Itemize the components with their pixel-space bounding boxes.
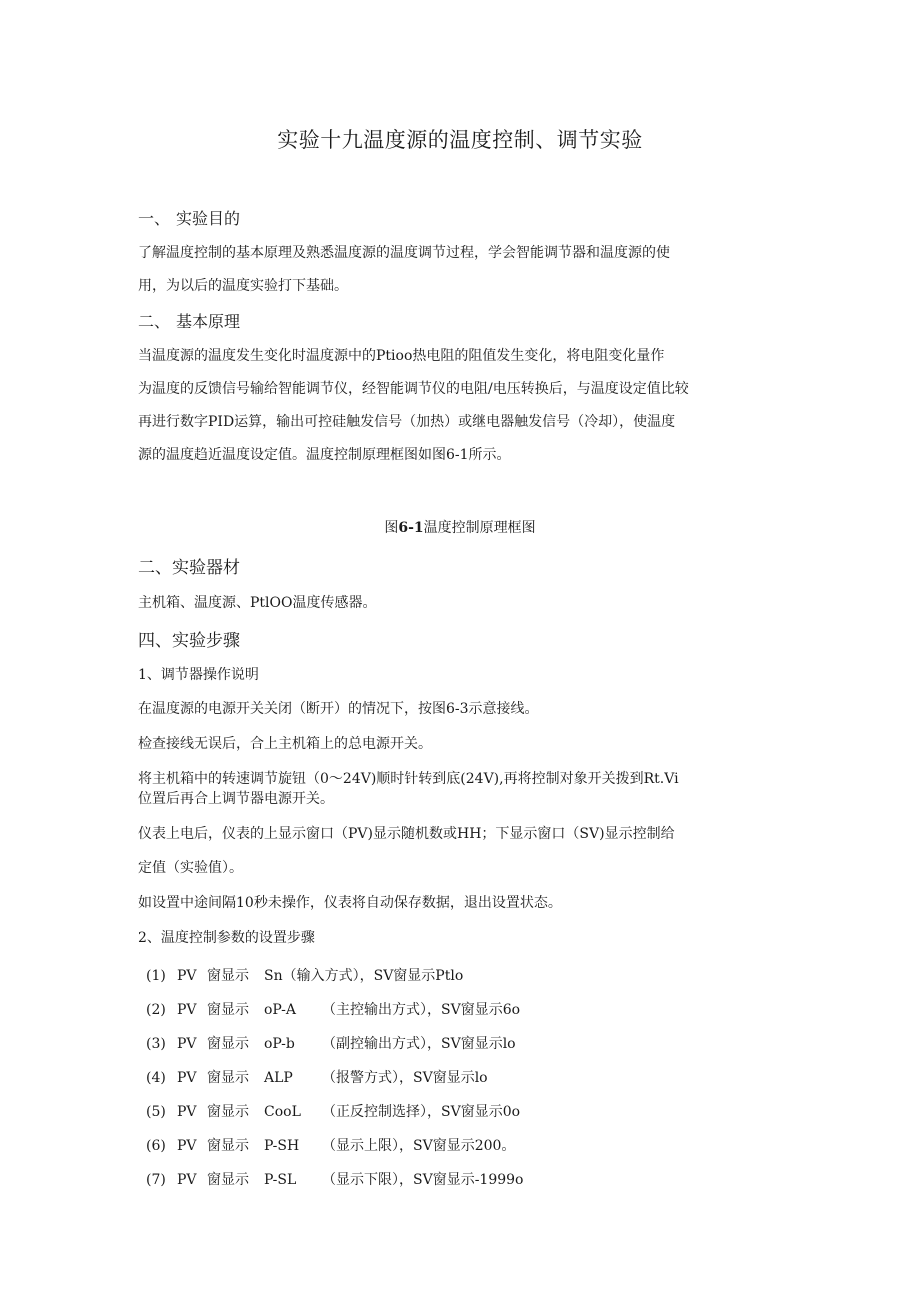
caption-text: 温度控制原理框图 xyxy=(423,520,536,536)
section-heading-equipment: 二、实验器材 xyxy=(138,558,240,578)
step-item xyxy=(146,1135,515,1155)
section-title: 基本原理 xyxy=(176,312,241,331)
paragraph-line: 定值（实验值）。 xyxy=(138,860,243,876)
paragraph-line: 源的温度趋近温度设定值。温度控制原理框图如图6-1所示。 xyxy=(138,447,511,463)
paragraph-line: 了解温度控制的基本原理及熟悉温度源的温度调节过程，学会智能调节器和温度源的使 xyxy=(138,245,670,261)
paragraph-line: 主机箱、温度源、PtlOO温度传感器。 xyxy=(138,595,377,611)
step-pv: PV xyxy=(177,1104,197,1120)
step-pv: PV xyxy=(177,1002,197,1018)
caption-prefix: 图 xyxy=(384,520,399,536)
step-desc: （报警方式），SV窗显示lo xyxy=(322,1070,488,1086)
step-number: (2) xyxy=(146,1002,166,1018)
step-desc: （副控输出方式），SV窗显示lo xyxy=(322,1036,516,1052)
section-heading-purpose xyxy=(138,206,240,229)
paragraph-line: 如设置中途间隔10秒未操作，仪表将自动保存数据，退出设置状态。 xyxy=(138,895,562,911)
step-desc: （显示下限），SV窗显示-1999o xyxy=(322,1172,524,1188)
step-code: P-SH xyxy=(264,1138,300,1154)
step-pv: PV xyxy=(177,1036,197,1052)
subsection-heading: 1、调节器操作说明 xyxy=(138,667,259,683)
document-title: 实验十九温度源的温度控制、调节实验 xyxy=(277,128,643,152)
paragraph-line: 为温度的反馈信号输给智能调节仪，经智能调节仪的电阻/电压转换后，与温度设定值比较 xyxy=(138,381,689,397)
step-pv: PV xyxy=(177,968,197,984)
step-item xyxy=(146,999,520,1019)
step-pv: PV xyxy=(177,1138,197,1154)
step-code: oP-b xyxy=(264,1036,295,1052)
step-item xyxy=(146,1033,516,1053)
step-item xyxy=(146,1169,524,1189)
step-desc: （显示上限），SV窗显示200。 xyxy=(322,1138,516,1154)
paragraph-line: 位置后再合上调节器电源开关。 xyxy=(138,791,334,807)
step-window: 窗显示 xyxy=(207,1104,249,1120)
step-item xyxy=(146,1067,488,1087)
step-code: Sn xyxy=(264,968,283,984)
step-number: (1) xyxy=(146,968,166,984)
step-item xyxy=(146,965,463,985)
section-heading-principle xyxy=(138,309,240,332)
figure-caption xyxy=(0,517,920,537)
paragraph-line: 将主机箱中的转速调节旋钮（0～24V)顺时针转到底(24V),再将控制对象开关拨到Rt.Vi xyxy=(138,771,679,787)
step-desc: （正反控制选择），SV窗显示0o xyxy=(322,1104,521,1120)
step-desc: （输入方式），SV窗显示Ptlo xyxy=(282,968,464,984)
step-code: P-SL xyxy=(264,1172,297,1188)
paragraph-line: 用，为以后的温度实验打下基础。 xyxy=(138,278,348,294)
step-window: 窗显示 xyxy=(207,968,249,984)
step-window: 窗显示 xyxy=(207,1172,249,1188)
step-pv: PV xyxy=(177,1172,197,1188)
step-number: (5) xyxy=(146,1104,166,1120)
section-number: 二、 xyxy=(138,312,171,331)
step-number: (6) xyxy=(146,1138,166,1154)
step-window: 窗显示 xyxy=(207,1002,249,1018)
step-code: oP-A xyxy=(264,1002,296,1018)
step-number: (4) xyxy=(146,1070,166,1086)
section-number: 一、 xyxy=(138,209,171,228)
caption-label: 6-1 xyxy=(398,520,424,536)
step-window: 窗显示 xyxy=(207,1070,249,1086)
paragraph-line: 在温度源的电源开关关闭（断开）的情况下，按图6-3示意接线。 xyxy=(138,701,539,717)
step-pv: PV xyxy=(177,1070,197,1086)
paragraph-line: 当温度源的温度发生变化时温度源中的Ptioo热电阻的阻值发生变化，将电阻变化量作 xyxy=(138,348,665,364)
step-window: 窗显示 xyxy=(207,1036,249,1052)
step-desc: （主控输出方式），SV窗显示6o xyxy=(322,1002,521,1018)
paragraph-line: 仪表上电后，仪表的上显示窗口（PV)显示随机数或HH；下显示窗口（SV)显示控制给 xyxy=(138,826,675,842)
step-code: CooL xyxy=(264,1104,301,1120)
section-heading-steps: 四、实验步骤 xyxy=(138,631,240,651)
step-item xyxy=(146,1101,520,1121)
subsection-heading: 2、温度控制参数的设置步骤 xyxy=(138,930,315,946)
step-window: 窗显示 xyxy=(207,1138,249,1154)
paragraph-line: 检查接线无误后，合上主机箱上的总电源开关。 xyxy=(138,736,432,752)
step-number: (7) xyxy=(146,1172,166,1188)
step-code: ALP xyxy=(264,1070,293,1086)
section-title: 实验目的 xyxy=(176,209,241,228)
paragraph-line: 再进行数字PID运算，输出可控硅触发信号（加热）或继电器触发信号（冷却），使温度 xyxy=(138,414,676,430)
step-number: (3) xyxy=(146,1036,166,1052)
